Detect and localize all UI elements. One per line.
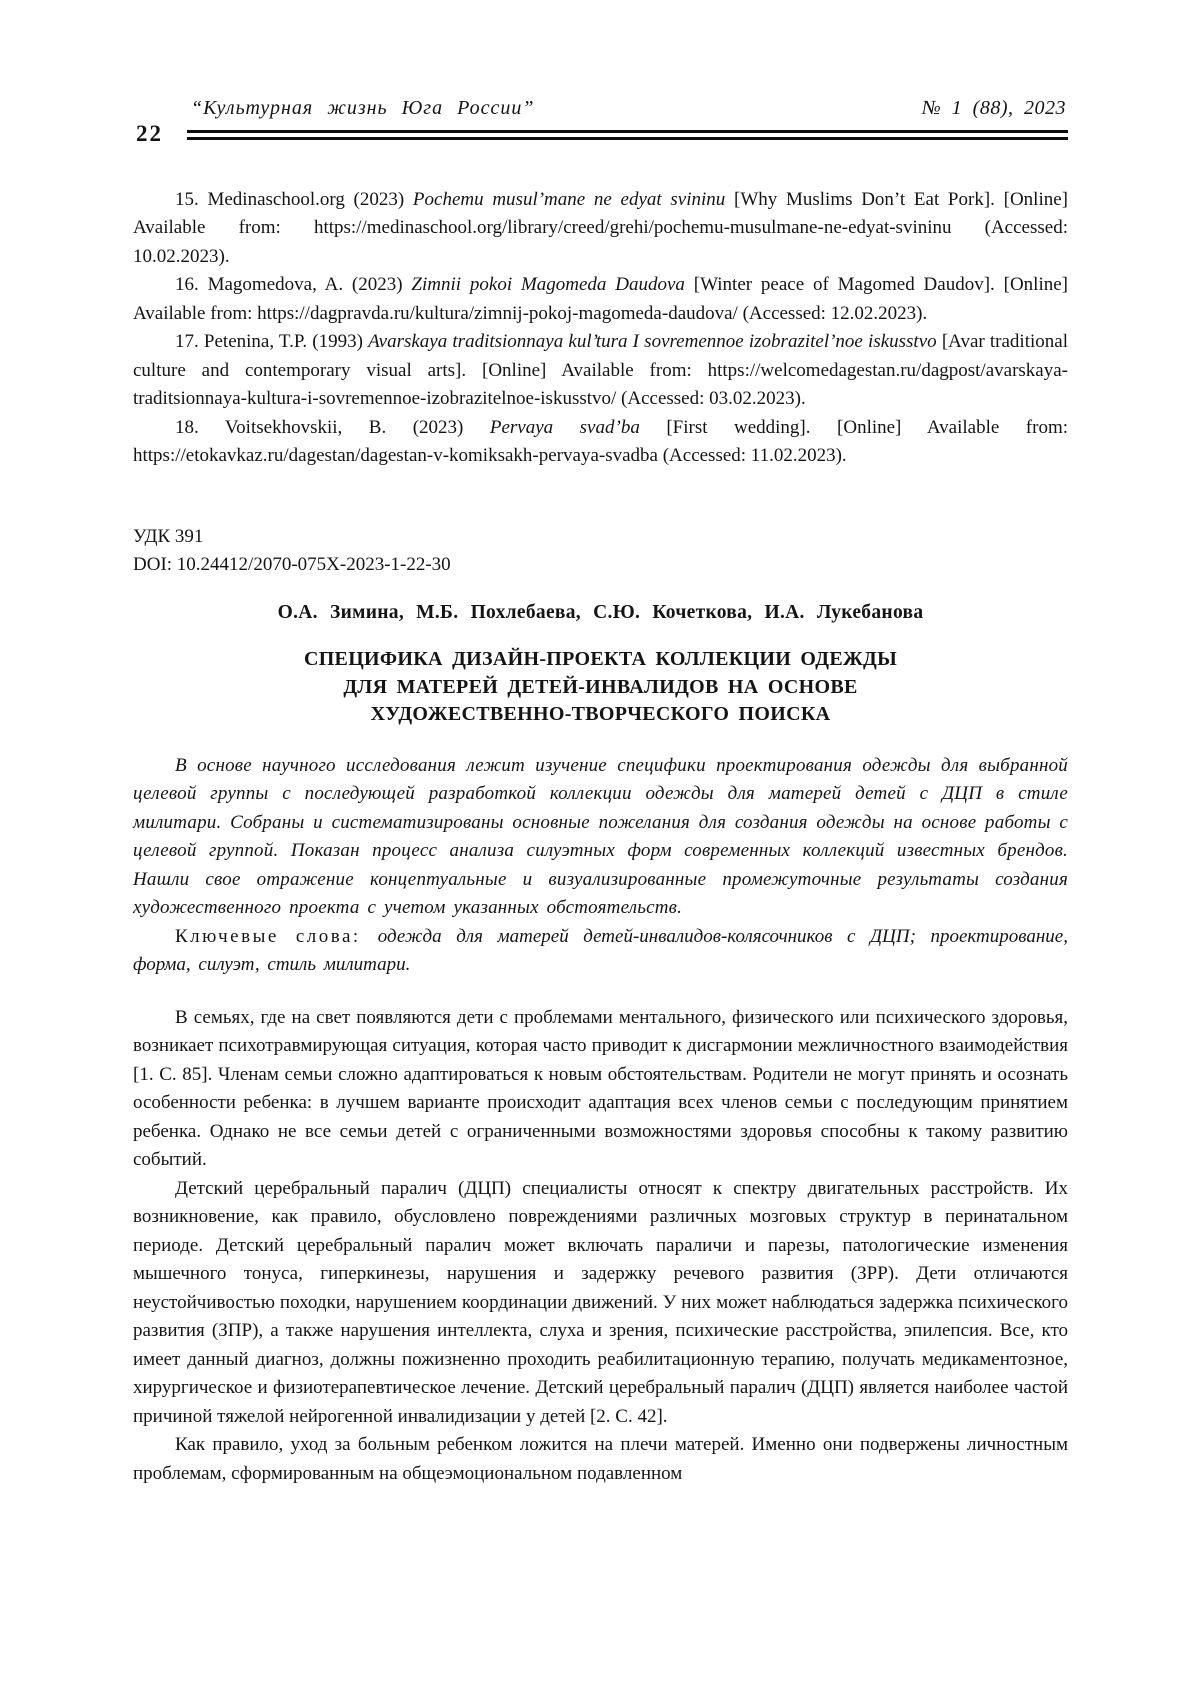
- reference-item-16: 16. Magomedova, A. (2023) Zimnii pokoi Magomeda Daudova [Winter peace of Magomed Daudov]. [Online] Available from: https://dagpravda.ru/kultura/zimnij-pokoj-magomeda-daudova/ (Accessed: 12.02.2023).: [133, 274, 1068, 324]
- keywords-label: Ключевые слова:: [175, 925, 378, 947]
- body-paragraph-2: Детский церебральный паралич (ДЦП) специалисты относят к спектру двигательных расстройств. Их возникновение, как правило, обусловлено повреждениями различных мозговых структур в перинатальном периоде. Детский церебральный паралич может включать параличи и парезы, патологические изменения мышечного тонуса, гиперкинезы, нарушения и задержку речевого развития (ЗРР). Дети отличаются неустойчивостью походки, нарушением координации движений. У них может наблюдаться задержка психического развития (ЗПР), а также нарушения интеллекта, слуха и зрения, психические расстройства, эпилепсия. Все, кто имеет данный диагноз, должны пожизненно проходить реабилитационную терапию, получать медикаментозное, хирургическое и физиотерапевтическое лечение. Детский церебральный паралич (ДЦП) является наиболее частой причиной тяжелой нейрогенной инвалидизации у детей [2. С. 42].: [133, 1177, 1068, 1427]
- article-meta: [133, 523, 1068, 580]
- article-body: [133, 1004, 1068, 1489]
- header-double-rule: [187, 130, 1068, 140]
- header-inner: [187, 94, 1068, 140]
- journal-title: “Культурная жизнь Юга России”: [191, 97, 535, 119]
- reference-item-15: 15. Medinaschool.org (2023) Pochemu musul’mane ne edyat svininu [Why Muslims Don’t Eat Pork]. [Online] Available from: https://medinaschool.org/library/creed/grehi/pochemu-musulmane-ne-edyat-svininu (Accessed: 10.02.2023).: [133, 188, 1068, 267]
- keywords-paragraph: [133, 923, 1068, 980]
- header-row: [187, 94, 1068, 130]
- body-paragraph-3: Как правило, уход за больным ребенком ложится на плечи матерей. Именно они подвержены личностным проблемам, сформированным на общеэмоциональном подавленном: [133, 1434, 1068, 1484]
- reference-item-17: 17. Petenina, T.P. (1993) Avarskaya traditsionnaya kul’tura I sovremennoe izobrazitel’noe iskusstvo [Avar traditional culture and contemporary visual arts]. [Online] Available from: https://welcomedagestan.ru/dagpost/avarskaya-traditsionnaya-kultura-i-sovremennoe-izobrazitelnoe-iskusstvo/ (Accessed: 03.02.2023).: [133, 331, 1068, 409]
- page-header: [133, 94, 1068, 146]
- reference-item-18: 18. Voitsekhovskii, B. (2023) Pervaya svad’ba [First wedding]. [Online] Available from: https://etokavkaz.ru/dagestan/dagestan-v-komiksakh-pervaya-svadba (Accessed: 11.02.2023).: [133, 416, 1068, 466]
- keywords-text: одежда для матерей детей-инвалидов-колясочников с ДЦП; проектирование, форма, силуэт, стиль милитари.: [133, 925, 1068, 975]
- udk-line: УДК 391: [133, 525, 204, 547]
- abstract-paragraph: В основе научного исследования лежит изучение специфики проектирования одежды для выбранной целевой группы с последующей разработкой коллекции одежды для матерей детей с ДЦП в стиле милитари. Собраны и систематизированы основные пожелания для создания одежды на основе работы с целевой группой. Показан процесс анализа силуэтных форм современных коллекций известных брендов. Нашли свое отражение концептуальные и визуализированные промежуточные результаты создания художественного проекта с учетом указанных обстоятельств.: [133, 754, 1068, 918]
- references-section: [133, 186, 1068, 471]
- authors-line: О.А. Зимина, М.Б. Похлебаева, С.Ю. Кочеткова, И.А. Лукебанова: [277, 601, 924, 623]
- body-paragraph-1: В семьях, где на свет появляются дети с проблемами ментального, физического или психического здоровья, возникает психотравмирующая ситуация, которая часто приводит к дисгармонии межличностного взаимодействия [1. С. 85]. Членам семьи сложно адаптироваться к новым обстоятельствам. Родители не могут принять и осознать особенности ребенка: в лучшем варианте происходит адаптация всех членов семьи с последующим принятием ребенка. Однако не все семьи детей с ограниченными возможностями здоровья способны к такому развитию событий.: [133, 1006, 1068, 1170]
- page-number: 22: [136, 121, 163, 146]
- issue-info: № 1 (88), 2023: [921, 97, 1066, 119]
- doi-line: DOI: 10.24412/2070-075X-2023-1-22-30: [133, 554, 451, 575]
- article-title: СПЕЦИФИКА ДИЗАЙН-ПРОЕКТА КОЛЛЕКЦИИ ОДЕЖДЫ ДЛЯ МАТЕРЕЙ ДЕТЕЙ-ИНВАЛИДОВ НА ОСНОВЕ ХУДОЖЕСТВЕННО-ТВОРЧЕСКОГО ПОИСКА: [303, 648, 898, 725]
